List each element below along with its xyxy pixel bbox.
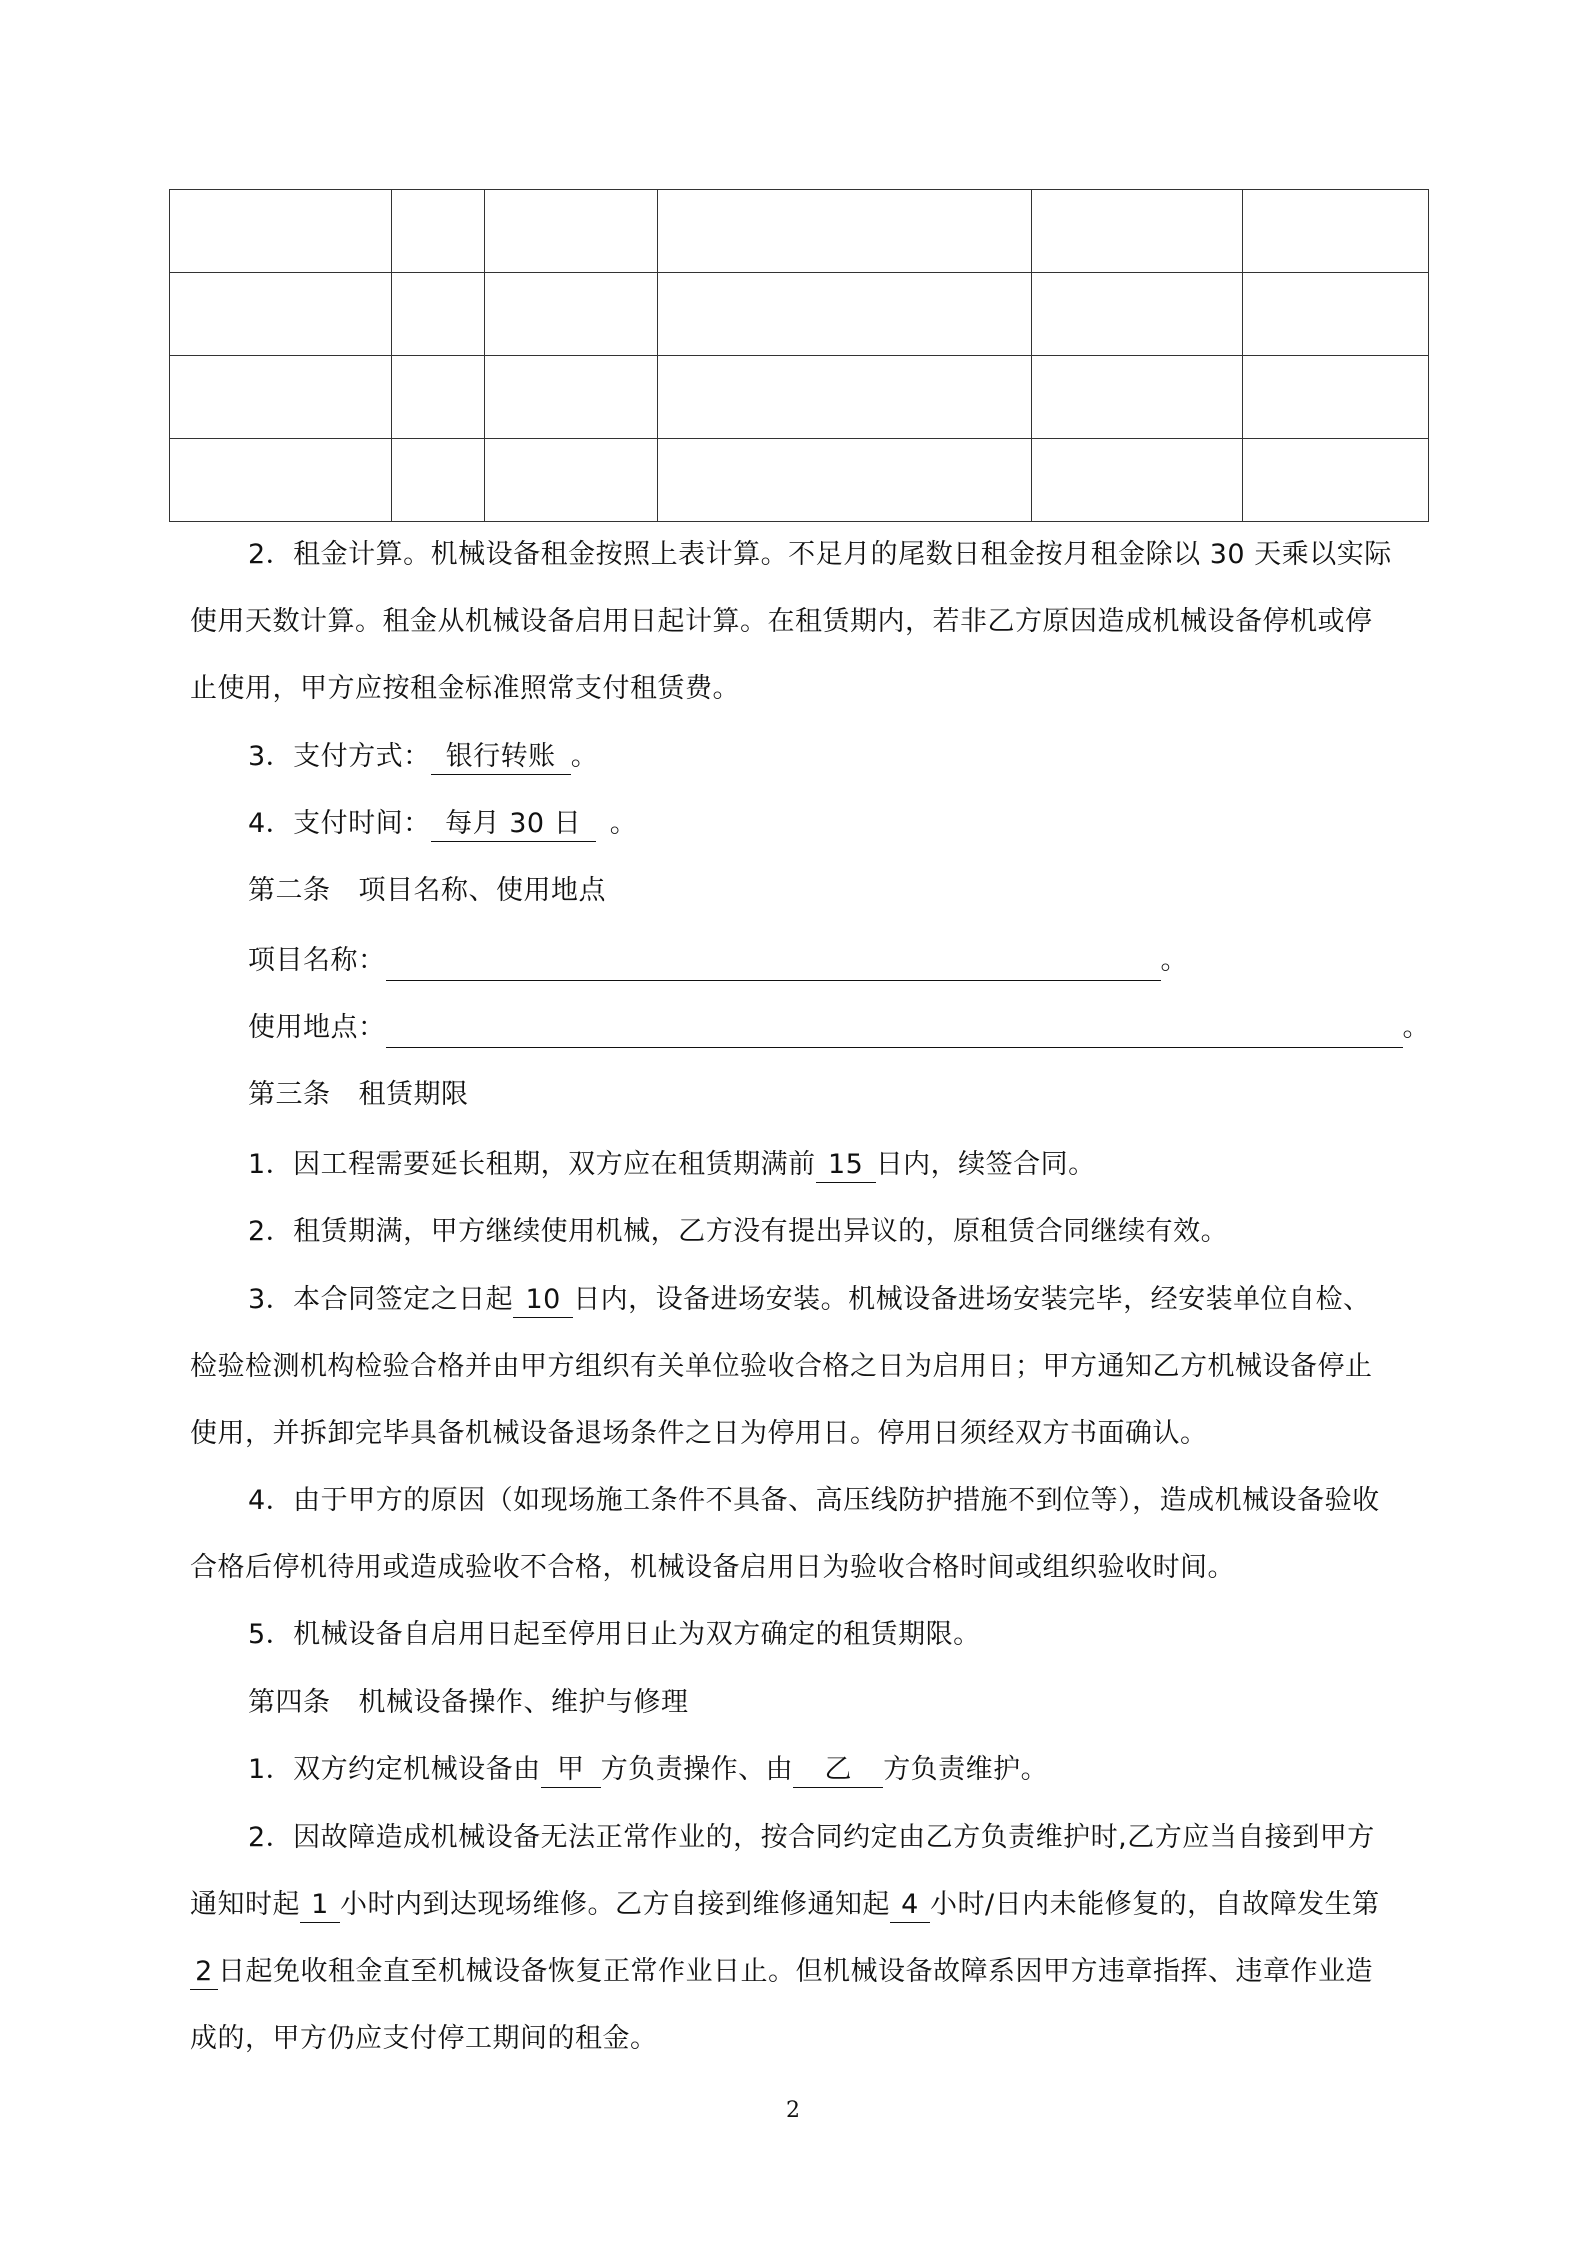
table-cell [485, 190, 658, 273]
install-line-1 [248, 1280, 1371, 1320]
clause-2-title: 项目名称、使用地点 [358, 875, 606, 906]
operation-text-b: 方负责操作、由 [600, 1754, 794, 1785]
table-cell [1032, 356, 1243, 439]
repair-text-b: 小时内到达现场维修。乙方自接到维修通知起 [340, 1889, 890, 1920]
table-cell [658, 439, 1032, 522]
table-cell [392, 356, 485, 439]
operation-line [248, 1750, 1048, 1790]
extend-term-line [248, 1145, 1096, 1185]
free-rent-day-value[interactable]: 2 [190, 1955, 218, 1990]
rental-table [169, 189, 1429, 522]
clause-4-heading [248, 1683, 689, 1723]
site-field[interactable] [386, 1017, 1403, 1048]
payment-method-value[interactable]: 银行转账 [431, 740, 571, 775]
table-row [170, 356, 1429, 439]
table-row [170, 439, 1429, 522]
repair-text-c: 小时/日内未能修复的，自故障发生第 [930, 1889, 1380, 1920]
table-cell [1243, 439, 1429, 522]
lease-term-line: 5．机械设备自启用日起至停用日止为双方确定的租赁期限。 [248, 1619, 981, 1650]
payment-time-value[interactable]: 每月 30 日 [431, 807, 596, 842]
extend-term-text-a: 1．因工程需要延长租期，双方应在租赁期满前 [248, 1149, 816, 1180]
clause-4-title: 机械设备操作、维护与修理 [358, 1687, 689, 1718]
maintainer-party-value[interactable]: 乙 [793, 1753, 883, 1788]
rent-calc-line-3: 止使用，甲方应按租金标准照常支付租赁费。 [190, 673, 740, 704]
operation-text-a: 1．双方约定机械设备由 [248, 1754, 541, 1785]
table-cell [658, 190, 1032, 273]
table-cell [485, 356, 658, 439]
project-name-field[interactable] [386, 950, 1161, 981]
repair-hours-value[interactable]: 4 [890, 1888, 930, 1923]
table-row [170, 273, 1429, 356]
table-cell [1032, 273, 1243, 356]
payment-method-label: 3．支付方式： [248, 741, 431, 772]
rent-calc-line-1: 2．租金计算。机械设备租金按照上表计算。不足月的尾数日租金按月租金除以 30 天乘以实际 [248, 539, 1392, 570]
repair-line-2 [190, 1885, 1380, 1925]
table-cell [392, 190, 485, 273]
site-line [248, 1008, 1430, 1048]
install-text-b: 日内，设备进场安装。机械设备进场安装完毕，经安装单位自检、 [573, 1284, 1371, 1315]
project-name-suffix: 。 [1160, 945, 1188, 976]
arrive-hours-value[interactable]: 1 [300, 1888, 340, 1923]
extend-days-value[interactable]: 15 [816, 1148, 876, 1183]
repair-line-3 [190, 1952, 1373, 1992]
rent-calc-line-2: 使用天数计算。租金从机械设备启用日起计算。在租赁期内，若非乙方原因造成机械设备停机或停 [190, 606, 1373, 637]
clause-2-heading [248, 871, 606, 911]
table-cell [485, 439, 658, 522]
table-cell [170, 356, 392, 439]
page-number: 2 [786, 2098, 800, 2123]
table-cell [170, 439, 392, 522]
repair-line-1: 2．因故障造成机械设备无法正常作业的，按合同约定由乙方负责维护时,乙方应当自接到甲方 [248, 1822, 1375, 1853]
repair-line-4: 成的，甲方仍应支付停工期间的租金。 [190, 2023, 658, 2054]
operator-party-value[interactable]: 甲 [541, 1753, 601, 1788]
table-cell [1243, 356, 1429, 439]
table-cell [1032, 190, 1243, 273]
project-name-label: 项目名称： [248, 945, 386, 976]
table-cell [658, 273, 1032, 356]
table-cell [485, 273, 658, 356]
table-cell [170, 190, 392, 273]
table-cell [1243, 190, 1429, 273]
party-a-cause-line-2: 合格后停机待用或造成验收不合格，机械设备启用日为验收合格时间或组织验收时间。 [190, 1552, 1235, 1583]
table-cell [1032, 439, 1243, 522]
payment-time-label: 4．支付时间： [248, 808, 431, 839]
table-cell [392, 273, 485, 356]
operation-text-c: 方负责维护。 [883, 1754, 1049, 1785]
payment-method-suffix: 。 [570, 741, 599, 772]
install-line-2: 检验检测机构检验合格并由甲方组织有关单位验收合格之日为启用日；甲方通知乙方机械设备停止 [190, 1351, 1373, 1382]
clause-3-heading [248, 1075, 469, 1115]
clause-4-number: 第四条 [248, 1687, 331, 1718]
party-a-cause-line-1: 4．由于甲方的原因（如现场施工条件不具备、高压线防护措施不到位等），造成机械设备验收 [248, 1485, 1380, 1516]
install-line-3: 使用，并拆卸完毕具备机械设备退场条件之日为停用日。停用日须经双方书面确认。 [190, 1418, 1208, 1449]
clause-3-title: 租赁期限 [358, 1079, 469, 1110]
install-days-value[interactable]: 10 [513, 1283, 573, 1318]
table-row [170, 190, 1429, 273]
payment-time-suffix: 。 [609, 808, 638, 839]
table-cell [170, 273, 392, 356]
payment-time-line [248, 804, 637, 844]
site-label: 使用地点： [248, 1012, 386, 1043]
extend-term-text-b: 日内，续签合同。 [875, 1149, 1096, 1180]
install-text-a: 3．本合同签定之日起 [248, 1284, 514, 1315]
table-cell [1243, 273, 1429, 356]
repair-text-a: 通知时起 [190, 1889, 300, 1920]
clause-3-number: 第三条 [248, 1079, 331, 1110]
site-suffix: 。 [1402, 1012, 1430, 1043]
table-cell [658, 356, 1032, 439]
repair-text-d: 日起免收租金直至机械设备恢复正常作业日止。但机械设备故障系因甲方违章指挥、违章作业造 [218, 1956, 1373, 1987]
lease-expiry-line: 2．租赁期满，甲方继续使用机械，乙方没有提出异议的，原租赁合同继续有效。 [248, 1216, 1229, 1247]
project-name-line [248, 941, 1188, 981]
payment-method-line [248, 737, 598, 777]
table-cell [392, 439, 485, 522]
clause-2-number: 第二条 [248, 875, 331, 906]
